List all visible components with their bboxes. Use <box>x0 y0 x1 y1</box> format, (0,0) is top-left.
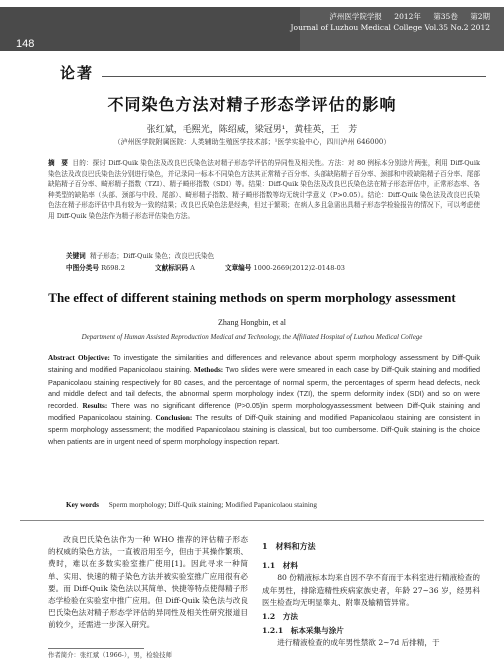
results-text: There was no significant difference (P>0.05)in sperm morphologyassessment between Diff-Quik staining and modified Papanicolaou staining. <box>48 400 480 423</box>
specimen-paragraph: 进行精液检查的成年男性禁欲 2~7d 后排精，于 <box>277 638 440 648</box>
journal-volume: 第35卷 <box>433 12 458 21</box>
results-label: Results: <box>82 401 108 410</box>
abstract-cn-label: 摘 要 <box>48 159 69 167</box>
section-label: 论著 <box>60 64 95 82</box>
journal-issue: 第2期 <box>470 12 490 21</box>
journal-year: 2012年 <box>394 12 421 21</box>
keywords-cn-label: 关键词 <box>66 252 86 260</box>
doc-code-label: 文献标识码 <box>155 264 188 272</box>
journal-name-en: Journal of Luzhou Medical College <box>290 23 423 32</box>
authors-cn: 张红斌，毛熙光，陈绍威，梁冠男¹，黄桂英，王 芳 <box>146 125 358 135</box>
title-en: The effect of different staining methods on sperm morphology assessment <box>48 290 456 305</box>
keywords-en-label: Key words <box>66 501 99 509</box>
heading-materials: 1.1 材料 <box>262 561 298 571</box>
methods-label: Methods: <box>194 366 224 375</box>
objective-text: To investigate the similarities and differences and relevance about sperm morphology assessment by Diff-Quik staining and modified Papanicolaou staining. <box>48 353 480 375</box>
conclusion-label: Conclusion: <box>155 414 193 423</box>
intro-paragraph: 改良巴氏染色法作为一种 WHO 推荐的评估精子形态的权威的染色方法，一直被沿用至今，但由于其操作繁琐、费时，难以在多数实验室推广使用[1]。因此寻求一种简单、实用、快速的精子染色方法并被实验室推广应用很有必要。而 Diff-Quik 染色法以其简单、快捷等特点使得精子形态学检验在实验室中推广应用。但 Diff-Quik 染色法与改良巴氏染色法对精子形态学评估的异同性及相关性研究报道目前较少，还需进一步深入研究。 <box>48 535 248 630</box>
abstract-en-label: Abstract <box>48 354 75 362</box>
journal-header <box>0 0 504 56</box>
affiliation-cn: （泸州医学院附属医院：人类辅助生殖医学技术部；¹医学实验中心，四川泸州 646000） <box>113 138 391 146</box>
author-footnote: 作者简介：张红斌（1966-），男，检验技师 <box>48 651 172 659</box>
abstract-cn <box>48 158 480 222</box>
article-no-label: 文章编号 <box>224 264 252 272</box>
section-divider <box>102 76 486 77</box>
abstract-divider <box>20 520 484 521</box>
conclusion-text: The results of Diff-Quik staining and modified Papanicolaou staining are consistent in sperm morphology assessment; the modified Papanicolaou staining is classical, but too cumbersome. Diff-Quik staining is the choice when patients are in urgent need of sperm morphology inspection repart. <box>48 413 480 446</box>
footnote-divider <box>48 648 144 649</box>
body-right-column <box>262 534 480 650</box>
author-en: Zhang Hongbin, et al <box>218 318 286 327</box>
affiliation-en: Department of Human Assisted Reproduction Medical and Technology, the Affiliated Hospital of Luzhou Medical College <box>81 333 423 341</box>
clc-label: 中图分类号 <box>66 264 99 272</box>
materials-paragraph: 80 份精液标本均来自因不孕不育而于本科室进行精液检查的成年男性，排除造精性疾病家族史者，年龄 27~36 岁，经男科医生检查均无明显睾丸、附睾及输精管异常。 <box>262 573 480 607</box>
doc-code-value: A <box>190 264 195 272</box>
abstract-en <box>48 352 480 447</box>
heading-methods: 1.2 方法 <box>262 612 298 622</box>
keywords-cn-text: 精子形态；Diff-Quik 染色；改良巴氏染色 <box>89 252 215 260</box>
keywords-en-text: Sperm morphology; Diff-Quik staining; Modified Papanicolaou staining <box>108 501 318 509</box>
keywords-cn <box>66 250 480 260</box>
body-left-column <box>48 534 248 632</box>
page-number: 148 <box>16 38 35 50</box>
heading-materials-methods: 1 材料和方法 <box>262 541 316 551</box>
objective-label: Objective: <box>77 354 110 362</box>
journal-name-cn: 泸州医学院学报 <box>329 12 382 21</box>
methods-text: Two slides were were smeared in each case by Diff-Quik staining and modified Papanicolaou staining respectively for 80 cases, and the percentage of normal sperm, the percentages of sperm head defects, neck and middle defect and tail defects, the abnormal sperm morphology index (TZI), the sperm deformity index (SDI) and so on were recorded. <box>48 365 481 410</box>
abstract-cn-text: 目的：探讨 Diff-Quik 染色法及改良巴氏染色法对精子形态学评估的异同性及相关性。方法：对 80 例标本分别涂片两张，利用 Diff-Quik 染色法及改良巴氏染色法分别进行染色，并记录同一标本不同染色方法其正常精子百分率、头部缺陷精子百分率、颈部和中段缺陷精子百分率、尾部缺陷精子百分率、畸形精子指数（TZI）、精子畸形指数（SDI）等。结果：Diff-Quik 染色法及改良巴氏染色法在精子形态评估中，正常形态率、各种类型的缺陷率（头部、颈部与中段、尾部）、畸形精子指数、精子畸形指数等均无统计学意义（P>0.05）。结论：Diff-Quik 染色法及改良巴氏染色法在精子形态评估中具有较为一致的结果；改良巴氏染色法是经典，但过于繁琐；在病人多且急需出具精子形态学检验报告的情况下，可以考虑使用 Diff-Quik 染色法作为精子形态评估染色方法。 <box>48 159 481 220</box>
title-cn: 不同染色方法对精子形态学评估的影响 <box>107 95 397 114</box>
journal-info <box>290 11 490 33</box>
journal-vol-en: Vol.35 No.2 2012 <box>424 23 490 32</box>
article-no-value: 1000-2669(2012)2-0148-03 <box>253 264 346 272</box>
heading-specimen-collection: 1.2.1 标本采集与涂片 <box>262 626 344 636</box>
keywords-en <box>66 501 480 509</box>
classification-cn <box>66 262 480 272</box>
clc-value: R698.2 <box>101 264 125 272</box>
